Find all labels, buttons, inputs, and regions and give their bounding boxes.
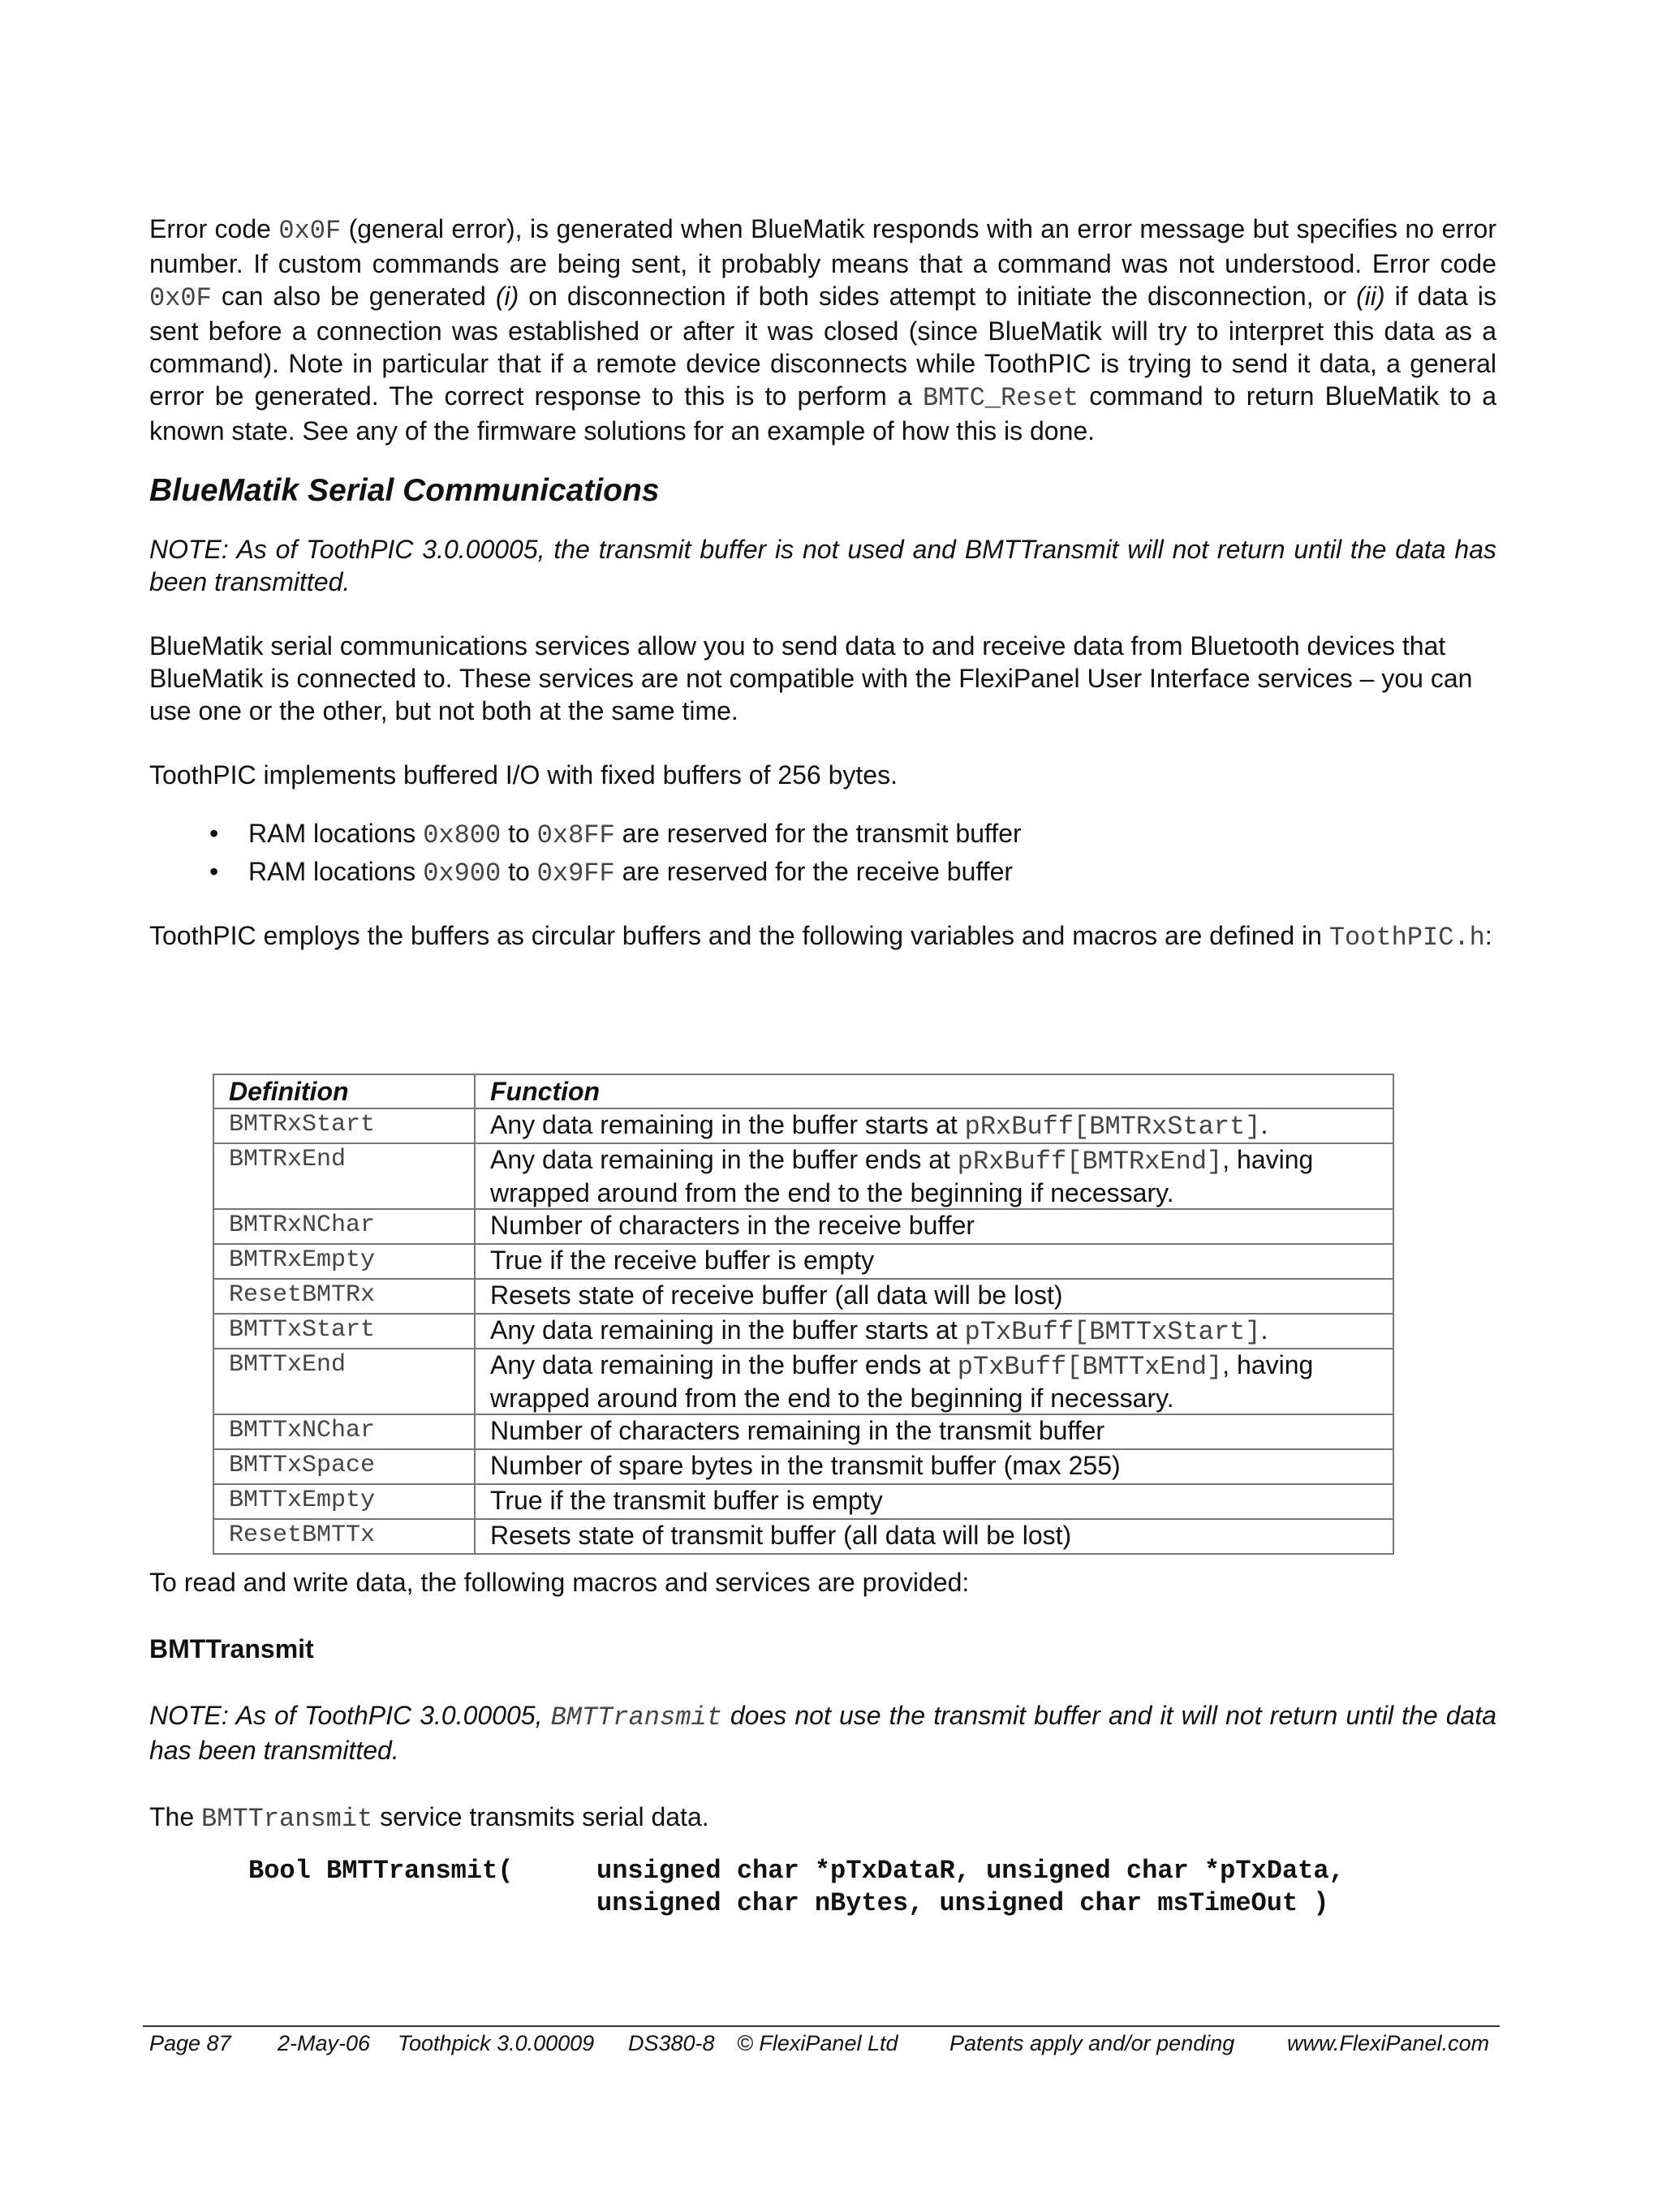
- intro-text: (general error), is generated when BlueMatik responds with an error message but specifies no error number. If custom commands are being sent, it probably means that a command was not understood. Error code: [149, 214, 1497, 278]
- employs-text: :: [1484, 921, 1492, 950]
- table-row: [213, 1484, 1393, 1519]
- ram-list: [149, 816, 1496, 892]
- function-name: BMTTransmit: [201, 1804, 373, 1834]
- function-text: Any data remaining in the buffer starts at: [490, 1110, 965, 1139]
- address-code: 0x8FF: [536, 820, 615, 850]
- transmit-text: service transmits serial data.: [372, 1802, 709, 1831]
- function-cell: [475, 1244, 1393, 1279]
- read-write-paragraph: To read and write data, the following macros and services are provided:: [149, 1568, 970, 1597]
- footer-copyright: © FlexiPanel Ltd: [737, 2031, 898, 2055]
- definition-cell: BMTRxEnd: [213, 1143, 475, 1209]
- footer-date: 2-May-06: [278, 2031, 371, 2055]
- code-line: unsigned char nBytes, unsigned char msTimeOut ): [596, 1888, 1329, 1918]
- footer-patents: Patents apply and/or pending: [949, 2031, 1235, 2055]
- definition-cell: ResetBMTRx: [213, 1279, 475, 1314]
- note-paragraph: [149, 1699, 1496, 1767]
- function-text: True if the receive buffer is empty: [490, 1246, 875, 1275]
- list-item: [209, 854, 1496, 892]
- function-cell: [475, 1314, 1393, 1349]
- note-paragraph: NOTE: As of ToothPIC 3.0.00005, the transmit buffer is not used and BMTTransmit will not return until the data has been transmitted.: [149, 535, 1496, 596]
- function-cell: [475, 1519, 1393, 1554]
- intro-text: command to return BlueMatik to a known state. See any of the firmware solutions for an example of how this is done.: [149, 381, 1497, 445]
- definition-cell: BMTTxEmpty: [213, 1484, 475, 1519]
- page-content: [149, 213, 1496, 954]
- section-heading: BlueMatik Serial Communications: [149, 473, 660, 508]
- table-header-row: [213, 1074, 1393, 1108]
- subheading: BMTTransmit: [149, 1634, 314, 1663]
- definition-cell: BMTTxNChar: [213, 1414, 475, 1449]
- function-text: Any data remaining in the buffer starts at: [490, 1315, 965, 1345]
- header-file-name: ToothPIC.h: [1328, 923, 1485, 953]
- reset-command: BMTC_Reset: [922, 383, 1079, 413]
- footer-doc-number: DS380-8: [628, 2031, 715, 2055]
- intro-emphasis: (i): [495, 282, 519, 311]
- code-line: unsigned char *pTxDataR, unsigned char *pTxData,: [596, 1856, 1345, 1886]
- function-text: True if the transmit buffer is empty: [490, 1486, 883, 1515]
- function-cell: [475, 1449, 1393, 1484]
- table-row: [213, 1519, 1393, 1554]
- definition-cell: BMTTxEnd: [213, 1349, 475, 1414]
- error-code: 0x0F: [278, 216, 342, 246]
- function-text: Resets state of transmit buffer (all data will be lost): [490, 1521, 1072, 1550]
- column-header: Function: [475, 1074, 1393, 1108]
- function-code: pTxBuff[BMTTxStart]: [964, 1317, 1261, 1347]
- address-code: 0x800: [423, 820, 502, 850]
- function-text: Number of characters in the receive buffer: [490, 1211, 975, 1240]
- function-text: Any data remaining in the buffer ends at: [490, 1350, 958, 1379]
- footer-version: Toothpick 3.0.00009: [398, 2031, 595, 2055]
- function-text: , having wrapped around from the end to the beginning if necessary.: [490, 1350, 1314, 1413]
- definition-cell: BMTTxStart: [213, 1314, 475, 1349]
- footer-divider: [143, 2025, 1500, 2027]
- definition-cell: BMTTxSpace: [213, 1449, 475, 1484]
- function-text: .: [1260, 1110, 1268, 1139]
- table-row: [213, 1143, 1393, 1209]
- list-text: are reserved for the transmit buffer: [614, 819, 1022, 848]
- bullet-icon: •: [209, 819, 219, 848]
- function-text: Number of characters remaining in the transmit buffer: [490, 1416, 1105, 1445]
- table-row: [213, 1279, 1393, 1314]
- function-text: .: [1260, 1315, 1268, 1345]
- list-text: are reserved for the receive buffer: [614, 857, 1014, 886]
- definitions-table: [213, 1074, 1394, 1555]
- function-code: pTxBuff[BMTTxEnd]: [957, 1352, 1223, 1382]
- table-row: [213, 1349, 1393, 1414]
- table-row: [213, 1108, 1393, 1143]
- function-cell: [475, 1108, 1393, 1143]
- function-text: Any data remaining in the buffer ends at: [490, 1145, 958, 1174]
- table-row: [213, 1314, 1393, 1349]
- column-header: Definition: [213, 1074, 475, 1108]
- transmit-paragraph: [149, 1801, 1496, 1835]
- buffered-paragraph: ToothPIC implements buffered I/O with fixed buffers of 256 bytes.: [149, 760, 898, 790]
- function-code: pRxBuff[BMTRxEnd]: [957, 1147, 1223, 1177]
- list-text: to: [501, 819, 537, 848]
- function-code: pRxBuff[BMTRxStart]: [964, 1112, 1261, 1142]
- lower-content: [149, 1566, 1496, 1920]
- function-name: BMTTransmit: [550, 1702, 722, 1732]
- bullet-icon: •: [209, 857, 219, 886]
- list-item: [209, 816, 1496, 854]
- function-cell: [475, 1484, 1393, 1519]
- transmit-text: The: [149, 1802, 202, 1831]
- table-row: [213, 1209, 1393, 1244]
- definition-cell: ResetBMTTx: [213, 1519, 475, 1554]
- function-cell: [475, 1209, 1393, 1244]
- list-text: RAM locations: [248, 819, 424, 848]
- footer-page: Page 87: [149, 2031, 231, 2055]
- address-code: 0x900: [423, 859, 502, 889]
- function-text: , having wrapped around from the end to the beginning if necessary.: [490, 1145, 1314, 1207]
- intro-paragraph: [149, 213, 1496, 447]
- definition-cell: BMTRxEmpty: [213, 1244, 475, 1279]
- function-signature: Bool BMTTransmit(: [248, 1856, 514, 1886]
- footer-url: www.FlexiPanel.com: [1287, 2031, 1490, 2055]
- services-paragraph: BlueMatik serial communications services allow you to send data to and receive data from Bluetooth devices that BlueMatik is connected to. These services are not compatible with the FlexiPanel User Interface services – you can use one or the other, but not both at the same time.: [149, 631, 1473, 725]
- address-code: 0x9FF: [536, 859, 615, 889]
- note-text: NOTE: As of ToothPIC 3.0.00005,: [149, 1701, 551, 1730]
- function-text: Number of spare bytes in the transmit buffer (max 255): [490, 1451, 1121, 1480]
- function-cell: [475, 1143, 1393, 1209]
- table-row: [213, 1244, 1393, 1279]
- code-block: [149, 1855, 1496, 1920]
- intro-emphasis: (ii): [1356, 282, 1385, 311]
- list-text: RAM locations: [248, 857, 424, 886]
- employs-paragraph: [149, 919, 1496, 954]
- definition-cell: BMTRxStart: [213, 1108, 475, 1143]
- table-row: [213, 1449, 1393, 1484]
- function-cell: [475, 1279, 1393, 1314]
- error-code: 0x0F: [149, 283, 212, 313]
- table-row: [213, 1414, 1393, 1449]
- intro-text: Error code: [149, 214, 279, 243]
- intro-text: on disconnection if both sides attempt to initiate the disconnection, or: [519, 282, 1357, 311]
- function-cell: [475, 1414, 1393, 1449]
- list-text: to: [501, 857, 537, 886]
- intro-text: can also be generated: [211, 282, 496, 311]
- function-text: Resets state of receive buffer (all data will be lost): [490, 1280, 1063, 1310]
- note-text: does not use the transmit buffer and it will not return until the data has been transmitted.: [149, 1701, 1497, 1765]
- definition-cell: BMTRxNChar: [213, 1209, 475, 1244]
- function-cell: [475, 1349, 1393, 1414]
- intro-text: if data is sent before a connection was established or after it was closed (since BlueMatik will try to interpret this data as a command). Note in particular that if a remote device disconnects while ToothPIC is trying to send it data, a general error be generated. The correct response to this is to perform a: [149, 282, 1497, 411]
- employs-text: ToothPIC employs the buffers as circular buffers and the following variables and macros are defined in: [149, 921, 1329, 950]
